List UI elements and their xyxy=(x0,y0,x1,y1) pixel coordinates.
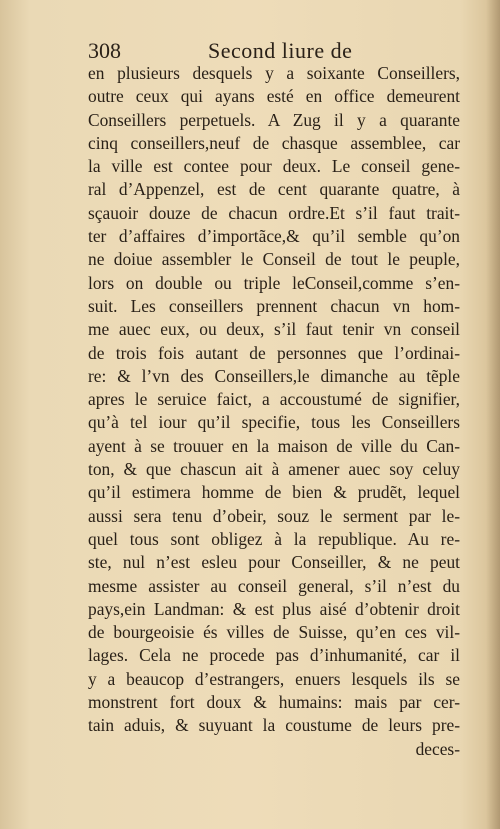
text-line: la ville est contee pour deux. Le conseil gene- xyxy=(88,156,460,177)
text-line: outre ceux qui ayans esté en office demeurent xyxy=(88,86,460,107)
text-line: apres le seruice faict, a accoustumé de signifier, xyxy=(88,389,460,410)
text-line: lages. Cela ne procede pas d’inhumanité, car il xyxy=(88,645,460,666)
text-line: pays,ein Landman: & est plus aisé d’obtenir droit xyxy=(88,598,460,619)
text-line: me auec eux, ou deux, s’il faut tenir vn conseil xyxy=(88,319,460,340)
text-line: quel tous sont obligez à la republique. Au re- xyxy=(88,528,460,549)
text-line: qu’il estimera homme de bien & prudẽt, lequel xyxy=(88,482,460,503)
text-line: qu’à tel iour qu’il specifie, tous les Conseillers xyxy=(88,412,460,433)
text-line: aussi sera tenu d’obeir, souz le serment par le- xyxy=(88,505,460,526)
text-line: monstrent fort doux & humains: mais par cer- xyxy=(88,692,460,713)
text-line: Conseillers perpetuels. A Zug il y a quarante xyxy=(88,109,460,130)
page-header xyxy=(88,38,388,64)
text-line: sçauoir douze de chacun ordre.Et s’il faut trait- xyxy=(88,202,460,223)
text-line: mesme assister au conseil general, s’il n’est du xyxy=(88,575,460,596)
text-line: ton, & que chascun ait à amener auec soy celuy xyxy=(88,459,460,480)
text-line: y a beaucop d’estrangers, enuers lesquels ils se xyxy=(88,668,460,689)
text-line: ne doiue assembler le Conseil de tout le peuple, xyxy=(88,249,460,270)
text-line: ter d’affaires d’importãce,& qu’il semble qu’on xyxy=(88,226,460,247)
text-line: de trois fois autant de personnes que l’ordinai- xyxy=(88,342,460,363)
text-line: ste, nul n’est esleu pour Conseiller, & ne peut xyxy=(88,552,460,573)
text-line: ral d’Appenzel, est de cent quarante quatre, à xyxy=(88,179,460,200)
body-text xyxy=(88,62,460,761)
text-line: cinq conseillers,neuf de chasque assemblee, car xyxy=(88,132,460,153)
text-line: ayent à se trouuer en la maison de ville du Can- xyxy=(88,435,460,456)
catchword: deces- xyxy=(415,738,460,759)
text-line: de bourgeoisie és villes de Suisse, qu’en ces vil- xyxy=(88,622,460,643)
text-line: tain aduis, & suyuant la coustume de leurs pre- xyxy=(88,715,460,736)
text-line: suit. Les conseillers prennent chacun vn hom- xyxy=(88,295,460,316)
page-number: 308 xyxy=(88,38,121,63)
text-line: re: & l’vn des Conseillers,le dimanche au tẽple xyxy=(88,365,460,386)
text-line: en plusieurs desquels y a soixante Conseillers, xyxy=(88,63,460,83)
page-edge-shadow xyxy=(486,0,500,829)
running-head: Second liure de xyxy=(208,38,353,63)
text-line: lors on double ou triple leConseil,comme s’en- xyxy=(88,272,460,293)
